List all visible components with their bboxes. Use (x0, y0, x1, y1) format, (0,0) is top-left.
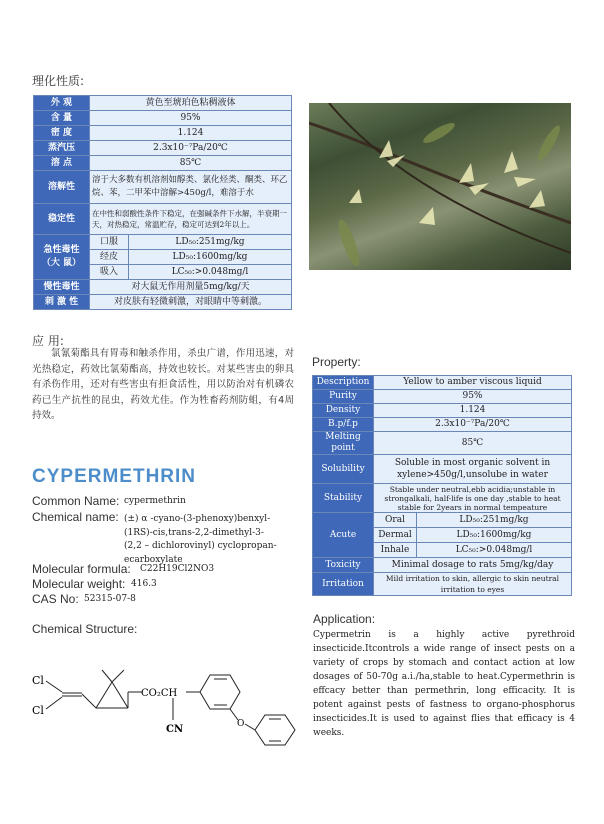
table-row (34, 171, 292, 204)
cn-label: 蒸汽压 (34, 141, 90, 156)
table-row (34, 235, 292, 250)
en-value: LD₅₀:251mg/kg (417, 513, 572, 528)
en-value: 1.124 (374, 404, 572, 418)
cn-label: 急性毒性（大 鼠） (34, 235, 90, 280)
table-row (34, 96, 292, 111)
nitrile-group-label: CN (166, 724, 184, 735)
cas-label: CAS No: (32, 592, 79, 606)
cn-application-text: 氯氰菊酯具有胃毒和触杀作用，杀虫广谱，作用迅速，对光热稳定，药效比氯菊酯高，持效也较长。对某些害虫的卵具有杀伤作用，还对有些害虫有拒食活性，用以防治对有机磷农药已生产抗性的昆虫，药效尤佳。作为牲畜药剂防蛆，有4周持效。 (32, 348, 294, 421)
plant-illustration (309, 103, 571, 270)
en-label: Acute (313, 513, 374, 558)
cn-property-table (33, 95, 292, 310)
table-row (34, 111, 292, 126)
en-sub-label: Dermal (374, 528, 417, 543)
table-row (313, 558, 572, 573)
en-application-text: Cypermetrin is a highly active pyrethroid insecticide.Itcontrols a wide range of insect pests on a variety of crops by stomach and contact action at low dosages of 50-70g a.i./ha,stable to heat.Cypermethrin is effcacy better than permethrin, long efficacity. It is potent against pests of fastness to organo-phosphorus insecticides.It is used to against flies that efficacy is 4 weeks. (313, 630, 575, 738)
en-value: Mild irritation to skin, allergic to skin neutral irritation to eyes (374, 573, 572, 596)
weight-value: 416.3 (131, 579, 157, 589)
en-application-heading: Application: (313, 612, 376, 626)
formula-label: Molecular formula: (32, 562, 131, 576)
en-label: Solubility (313, 455, 374, 484)
table-row (313, 455, 572, 484)
en-label: Stability (313, 484, 374, 513)
chlorine-bottom-label: Cl (32, 704, 44, 717)
en-label: Purity (313, 390, 374, 404)
plant-photo (309, 103, 571, 270)
table-row (34, 126, 292, 141)
cn-label: 慢性毒性 (34, 280, 90, 295)
en-value: 85℃ (374, 432, 572, 455)
cn-label: 外 观 (34, 96, 90, 111)
en-value: LD₅₀:1600mg/kg (417, 528, 572, 543)
cn-value: 95% (90, 111, 292, 126)
table-row (313, 390, 572, 404)
table-row (313, 404, 572, 418)
cn-label: 含 量 (34, 111, 90, 126)
cn-properties-heading: 理化性质: (32, 74, 85, 88)
cn-sub-label: 口服 (90, 235, 129, 250)
cn-value: 85℃ (90, 156, 292, 171)
en-label: Toxicity (313, 558, 374, 573)
ester-group-label: CO₂CH (141, 688, 178, 699)
chemical-name-line: (2,2 – dichlorovinyl) cyclopropan- (124, 541, 277, 551)
table-row (313, 418, 572, 432)
chemical-structure-diagram (30, 662, 300, 752)
cn-value: 2.3x10⁻⁷Pa/20℃ (90, 141, 292, 156)
table-row (313, 432, 572, 455)
en-sub-label: Inhale (374, 543, 417, 558)
en-label: Melting point (313, 432, 374, 455)
chlorine-top-label: Cl (32, 674, 44, 687)
en-property-heading: Property: (312, 355, 361, 369)
cn-label: 溶解性 (34, 171, 90, 204)
cn-value: LD₅₀:1600mg/kg (129, 250, 292, 265)
weight-label: Molecular weight: (32, 577, 126, 591)
chemical-name-value (124, 513, 277, 567)
table-row (313, 513, 572, 528)
cn-label: 稳定性 (34, 204, 90, 235)
en-value: Minimal dosage to rats 5mg/kg/day (374, 558, 572, 573)
en-value: Stable under neutral,ebb acidia;unstable in strongalkali, half-life is one day ,stable to heat stable for 2years in normal tempeature (374, 484, 572, 513)
chemical-name-line: ecarboxylate (124, 554, 183, 565)
en-label: Irritation (313, 573, 374, 596)
structure-label: Chemical Structure: (32, 622, 138, 636)
en-value: 95% (374, 390, 572, 404)
table-row (313, 484, 572, 513)
chemical-name-label: Chemical name: (32, 510, 119, 524)
cn-value: LC₅₀:>0.048mg/l (129, 265, 292, 280)
en-sub-label: Oral (374, 513, 417, 528)
cn-sub-label: 经皮 (90, 250, 129, 265)
en-label: B.p/f.p (313, 418, 374, 432)
table-row (34, 141, 292, 156)
cn-value: 黄色至琥珀色粘稠液体 (90, 96, 292, 111)
cn-sub-label: 吸入 (90, 265, 129, 280)
chemical-name-line: (±) α -cyano-(3-phenoxy)benxyl- (124, 514, 271, 524)
table-row (34, 156, 292, 171)
en-label: Description (313, 376, 374, 390)
en-property-table (312, 375, 572, 596)
cn-value: 1.124 (90, 126, 292, 141)
cn-value: 溶于大多数有机溶剂如醇类、氯化烃类、酮类、环乙烷、苯，二甲苯中溶解>450g/l，难溶于水 (90, 171, 292, 204)
cn-label: 密 度 (34, 126, 90, 141)
common-name-value: cypermethrin (124, 496, 186, 506)
table-row (34, 204, 292, 235)
cas-value: 52315-07-8 (84, 594, 136, 604)
cn-value: 对大鼠无作用剂量5mg/kg/天 (90, 280, 292, 295)
oxygen-link-icon: O (237, 719, 245, 729)
cn-value: 在中性和弱酸性条件下稳定，在强碱条件下水解，半衰期一天，对热稳定，常温贮存，稳定可达到2年以上。 (90, 204, 292, 235)
en-value: LC₅₀:>0.048mg/l (417, 543, 572, 558)
cn-value: LD₅₀:251mg/kg (129, 235, 292, 250)
table-row (34, 295, 292, 310)
en-value: Soluble in most organic solvent in xylene>450g/l,unsolube in water (374, 455, 572, 484)
table-row (313, 573, 572, 596)
table-row (313, 376, 572, 390)
table-row (34, 280, 292, 295)
cn-label: 溶 点 (34, 156, 90, 171)
chemical-name-line: (1RS)-cis,trans-2,2-dimethyl-3- (124, 527, 264, 538)
en-value: 2.3x10⁻⁷Pa/20℃ (374, 418, 572, 432)
product-title: CYPERMETHRIN (32, 466, 197, 487)
en-label: Density (313, 404, 374, 418)
common-name-label: Common Name: (32, 494, 120, 508)
cn-application-heading: 应 用: (32, 334, 64, 348)
cn-value: 对皮肤有轻微刺激，对眼睛中等刺激。 (90, 295, 292, 310)
formula-value: C22H19Cl2NO3 (140, 564, 215, 574)
en-value: Yellow to amber viscous liquid (374, 376, 572, 390)
cn-label: 刺 激 性 (34, 295, 90, 310)
